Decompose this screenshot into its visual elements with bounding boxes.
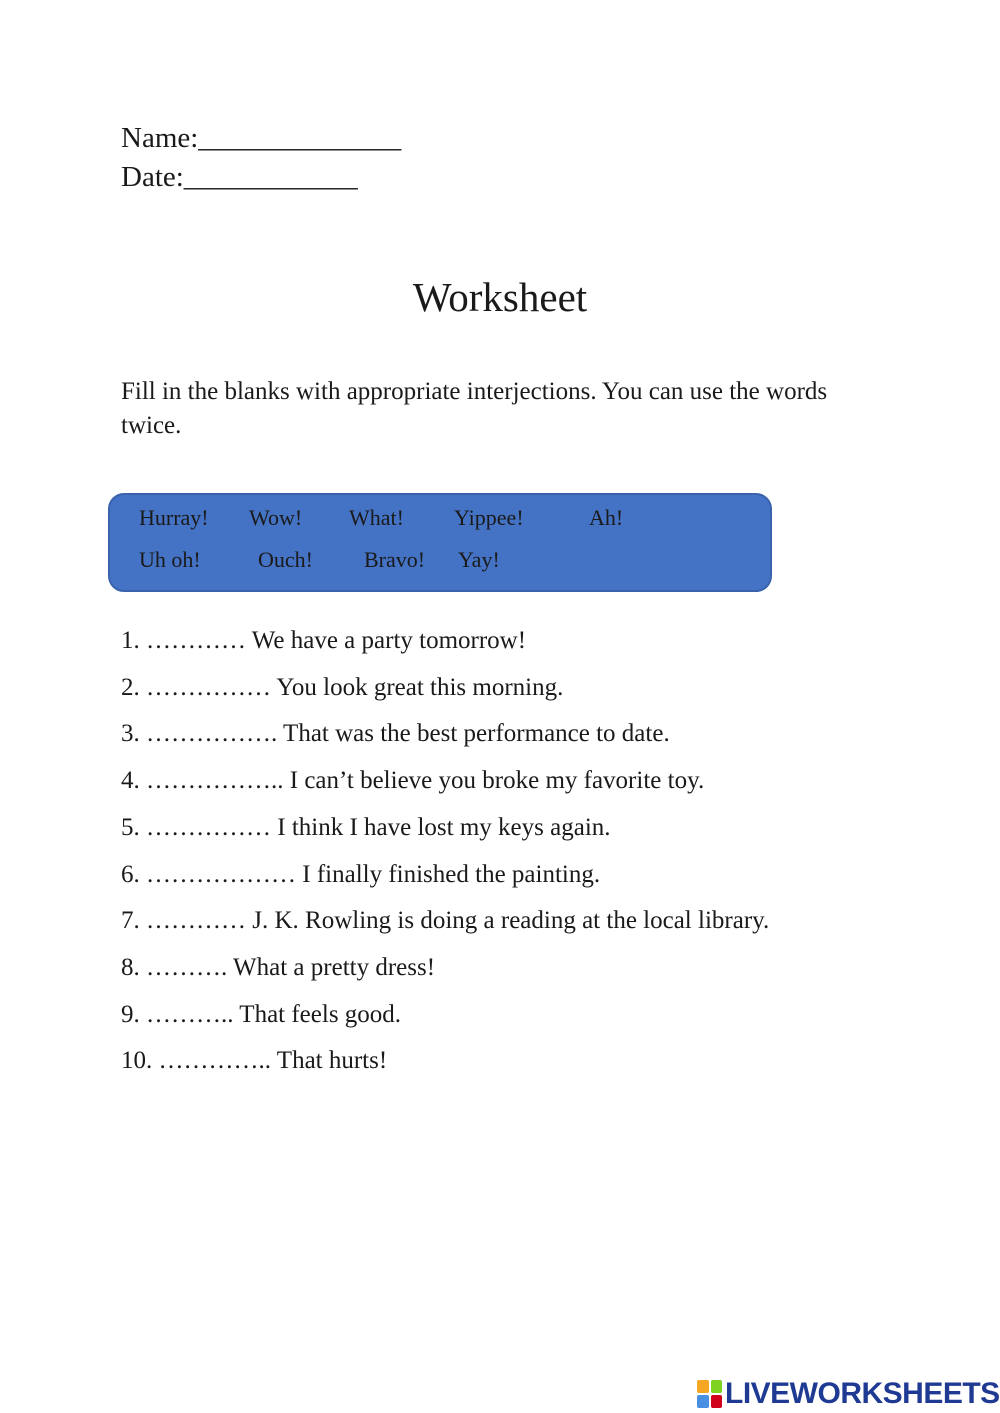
word-bank-item: Yay! [458, 547, 500, 572]
exercise-item: 10. ………….. That hurts! [121, 1047, 388, 1074]
word-bank [108, 493, 772, 592]
liveworksheets-logo[interactable] [697, 1377, 1000, 1411]
exercise-item: 3. ……………. That was the best performance to date. [121, 720, 670, 747]
exercise-item: 4. …………….. I can’t believe you broke my favorite toy. [121, 767, 705, 794]
page-title: Worksheet [412, 274, 588, 320]
word-bank-item: Hurray! [139, 505, 209, 530]
exercise-item: 9. ……….. That feels good. [121, 1001, 402, 1028]
logo-text: LIVEWORKSHEETS [725, 1377, 1000, 1410]
word-bank-item: Wow! [249, 505, 303, 530]
exercise-item: 6. ……………… I finally finished the painting. [121, 861, 601, 888]
word-bank-item: Yippee! [454, 505, 524, 530]
word-bank-item: Ouch! [258, 547, 313, 572]
exercise-item: 1. ………… We have a party tomorrow! [121, 627, 527, 654]
exercise-item: 5. …………… I think I have lost my keys again. [121, 814, 611, 841]
liveworksheets-logo-icon [697, 1380, 722, 1408]
name-field-line: Name:______________ [121, 122, 402, 154]
word-bank-item: Ah! [589, 505, 624, 530]
instructions: Fill in the blanks with appropriate interjections. You can use the words twice. [121, 378, 828, 439]
exercise-item: 8. ………. What a pretty dress! [121, 954, 436, 981]
date-field-line: Date:____________ [121, 161, 358, 193]
word-bank-item: What! [349, 505, 404, 530]
exercise-item: 7. ………… J. K. Rowling is doing a reading at the local library. [121, 907, 770, 934]
word-bank-item: Uh oh! [139, 547, 201, 572]
word-bank-item: Bravo! [364, 547, 426, 572]
exercise-item: 2. …………… You look great this morning. [121, 674, 564, 701]
